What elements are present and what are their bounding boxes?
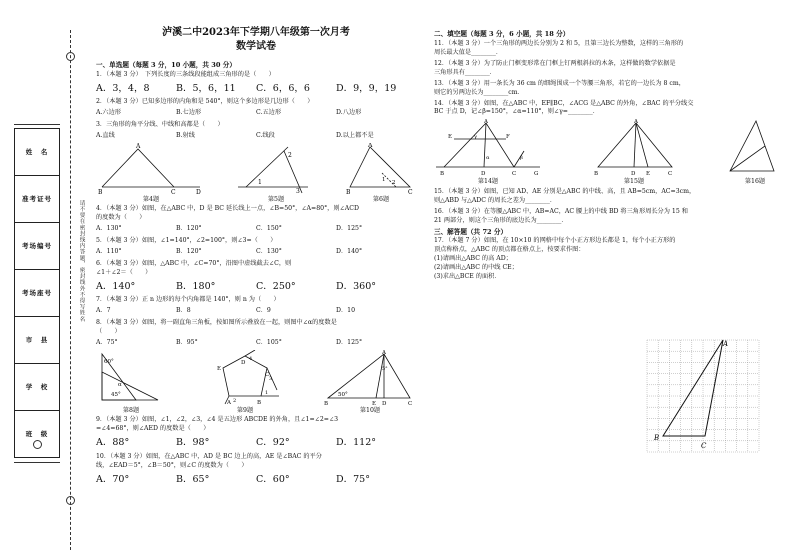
question-5-options: [96, 248, 416, 257]
svg-text:A: A: [382, 350, 386, 357]
altitude-bisector-diagram: [324, 350, 416, 406]
svg-text:A: A: [227, 400, 231, 407]
isosceles-median-diagram: [726, 119, 784, 177]
svg-text:5°: 5°: [382, 366, 388, 373]
svg-text:45°: 45°: [111, 392, 121, 399]
question-15-line-2: 则△ABD 与△ADC 的周长之差为________．: [434, 196, 557, 204]
question-4-stem: [96, 205, 416, 223]
question-13-line-2: 则它的另两边长为________cm．: [434, 88, 524, 96]
svg-text:A: A: [634, 119, 638, 126]
question-15: [434, 188, 784, 206]
option[interactable]: A．140°: [96, 280, 136, 292]
option[interactable]: C．250°: [256, 280, 296, 292]
question-9-line-1: 9．（本题 3 分）如图，∠1，∠2，∠3，∠4 是五边形 ABCDE 的外角，且∠1=∠2=∠3: [96, 416, 339, 424]
option[interactable]: A．110°: [96, 248, 122, 256]
svg-text:1: 1: [382, 177, 386, 184]
field-class: 班 级: [25, 430, 49, 439]
option[interactable]: C．105°: [256, 338, 282, 346]
option[interactable]: B．8: [176, 306, 191, 314]
svg-text:B: B: [594, 171, 599, 178]
figure-q8: [96, 350, 166, 414]
option[interactable]: D．10: [336, 306, 356, 314]
svg-text:D: D: [382, 401, 387, 407]
option[interactable]: C．6，6，6: [256, 82, 310, 94]
exam-subtitle: 数学试卷: [236, 41, 276, 52]
figure-caption: 第10题: [359, 407, 381, 415]
svg-text:F: F: [506, 134, 510, 141]
option[interactable]: C．130°: [256, 248, 282, 256]
option[interactable]: C．150°: [256, 225, 282, 233]
angles-123-diagram: [236, 143, 316, 195]
figure-caption: 第4题: [142, 196, 160, 204]
svg-text:1: 1: [265, 390, 269, 397]
svg-text:α: α: [486, 155, 490, 162]
figure-caption: 第8题: [122, 407, 140, 415]
figure-q10: [324, 350, 416, 414]
option[interactable]: C．9: [256, 306, 271, 314]
svg-text:D: D: [196, 189, 201, 196]
question-14-line-2: BC 于点 D，记∠β=150°，∠α=110°，则∠γ=________．: [434, 108, 599, 116]
question-10-line-2: 线，∠EAD＝5°，∠B＝50°，则∠C 的度数为（ ）: [96, 461, 248, 469]
svg-text:60°: 60°: [104, 359, 114, 366]
question-8-line-1: 8．（本题 3 分）如图，将一副直角三角板，按如图所示叠放在一起，则图中∠α的度数是: [96, 318, 337, 326]
option[interactable]: C．92°: [256, 437, 290, 449]
question-16-line-2: 21 两部分，则这个三角形的底边长为________．: [434, 216, 568, 224]
field-ticket-number: 准考证号: [15, 176, 59, 223]
question-6-stem: [96, 260, 416, 278]
option[interactable]: B．65°: [176, 473, 210, 485]
svg-text:50°: 50°: [338, 392, 348, 399]
option[interactable]: C.线段: [256, 131, 275, 139]
option[interactable]: B．180°: [176, 280, 216, 292]
triangle-exterior-angle-diagram: [96, 143, 206, 195]
svg-text:E: E: [217, 366, 222, 373]
figure-caption: 第9题: [236, 407, 254, 415]
question-8-line-2: （ ）: [96, 327, 121, 335]
question-14-line-1: 14．（本题 3 分）如图，在△ABC 中，EF∥BC，∠ACG 是△ABC 的外角，∠BAC 的平分线交: [434, 99, 694, 107]
question-6-line-2: ∠1＋∠2＝（ ）: [96, 268, 152, 276]
question-1-options: [96, 82, 416, 95]
pentagon-exterior-angles-diagram: [207, 350, 283, 406]
section-solution-heading: 三、解答题（共 72 分）: [434, 227, 508, 236]
svg-text:E: E: [448, 134, 453, 141]
figure-q9: [207, 350, 283, 414]
figure-q16: [726, 119, 784, 185]
option[interactable]: D．125°: [336, 338, 363, 346]
question-9-options: [96, 436, 416, 449]
figure-q5: [236, 143, 316, 203]
question-9-stem: [96, 416, 416, 434]
question-17-line-2: 顶点称格点，△ABC 的顶点都在格点上，按要求作图：: [434, 246, 585, 254]
question-6-line-1: 6．（本题 3 分）如图，△ABC 中，∠C=70°，沿图中虚线截去∠C，则: [96, 259, 292, 267]
option[interactable]: D.以上都不是: [336, 131, 374, 139]
figure-caption: 第6题: [372, 196, 390, 204]
svg-text:2: 2: [288, 152, 292, 160]
svg-text:C: C: [171, 189, 176, 196]
svg-text:1: 1: [258, 179, 262, 187]
svg-text:D: D: [481, 171, 486, 178]
binding-hole-mark: [33, 440, 42, 449]
question-16-line-1: 16．（本题 3 分）在等腰△ABC 中，AB=AC，AC 腰上的中线 BD 将三角形周长分为 15 和: [434, 207, 688, 215]
option[interactable]: B．95°: [176, 338, 198, 346]
field-room-number: 考场编号: [15, 223, 59, 270]
svg-text:C: C: [265, 372, 270, 379]
svg-text:A: A: [136, 143, 141, 151]
option[interactable]: B.射线: [176, 131, 195, 139]
figure-q15: [592, 119, 676, 185]
option[interactable]: B．120°: [176, 225, 202, 233]
question-5-stem: 5．（本题 3 分）如图，∠1=140°，∠2=100°，则∠3=（ ）: [96, 237, 277, 245]
seal-dashed-line: [70, 30, 72, 550]
option[interactable]: A.直线: [96, 131, 115, 139]
option[interactable]: B．5，6，11: [176, 82, 236, 94]
ten-by-ten-grid-diagram: [637, 336, 767, 456]
svg-text:E: E: [646, 171, 651, 178]
question-12-line-1: 12．（本题 3 分）为了防止门框变形常在门框上钉两根斜拉的木条，这样做的数学依据是: [434, 59, 676, 67]
question-10-stem: [96, 453, 416, 471]
svg-text:3: 3: [269, 376, 273, 383]
cut-corner-triangle-diagram: [346, 143, 416, 195]
svg-text:G: G: [534, 171, 539, 178]
svg-text:3: 3: [296, 188, 300, 196]
section-single-choice-heading: 一、单选题（每题 3 分，10 小题，共 30 分）: [96, 61, 236, 69]
option[interactable]: A．75°: [96, 338, 118, 346]
section-fill-blank-heading: 二、填空题（每题 3 分，6 小题，共 18 分）: [434, 30, 570, 38]
svg-text:B: B: [654, 434, 660, 442]
svg-text:2: 2: [392, 180, 396, 187]
option[interactable]: C.五边形: [256, 108, 282, 116]
question-3-stem: 3．三角形的角平分线、中线和高都是（ ）: [96, 120, 224, 128]
question-7-options: [96, 307, 416, 316]
figure-caption: 第14题: [477, 178, 499, 186]
question-2-options: [96, 109, 416, 118]
svg-text:B: B: [346, 189, 351, 196]
question-10-options: [96, 473, 416, 486]
question-8-options: [96, 339, 416, 348]
question-11: [434, 40, 784, 58]
question-6-options: [96, 280, 416, 293]
svg-text:β: β: [520, 155, 523, 162]
strip-top-rule: [14, 124, 60, 125]
figure-row-2: [96, 350, 416, 414]
seal-notice: 请不要在密封线内答题，密封线外不得写姓名: [78, 200, 85, 322]
svg-text:2: 2: [233, 398, 237, 405]
option[interactable]: A．88°: [96, 437, 130, 449]
question-11-line-1: 11．（本题 3 分）一个三角形的两边长分别为 2 和 5，且第三边长为整数，这样的三角形的: [434, 39, 684, 47]
median-altitude-diagram: [592, 119, 676, 177]
question-14: [434, 100, 784, 118]
field-school: 学 校: [15, 364, 59, 411]
right-column: [434, 28, 784, 284]
figure-caption: 第15题: [623, 178, 645, 186]
option[interactable]: D.八边形: [336, 108, 362, 116]
svg-text:A: A: [368, 143, 373, 150]
option[interactable]: D．125°: [336, 225, 363, 233]
student-info-table: [14, 128, 60, 458]
figure-caption: 第16题: [744, 178, 766, 186]
field-seat-number: 考场座号: [15, 270, 59, 317]
question-4-line-1: 4．（本题 3 分）如图，在△ABC 中，D 是 BC 延长线上一点，∠B=50°，∠A=80°，则∠ACD: [96, 205, 359, 213]
option[interactable]: C．60°: [256, 473, 290, 485]
question-17: [434, 237, 784, 282]
svg-text:C: C: [668, 171, 673, 178]
question-13: [434, 80, 784, 98]
figure-row-3: [434, 119, 784, 185]
svg-text:α: α: [118, 382, 122, 389]
question-12-line-2: 三角形具有________．: [434, 68, 496, 76]
svg-text:A: A: [723, 340, 729, 348]
left-column: [96, 28, 416, 489]
svg-text:A: A: [484, 119, 488, 126]
option[interactable]: D．75°: [336, 473, 370, 485]
field-city-county: 市 县: [15, 317, 59, 364]
svg-text:B: B: [324, 401, 329, 407]
question-4-options: [96, 225, 416, 234]
question-17-line-1: 17．（本题 7 分）如图，在 10×10 的网格中每个小正方形边长都是 1，每个小正方形的: [434, 237, 676, 245]
svg-text:γ: γ: [474, 134, 477, 141]
svg-text:4: 4: [249, 356, 253, 363]
option[interactable]: A.六边形: [96, 108, 121, 116]
figure-q6: [346, 143, 416, 203]
svg-text:D: D: [631, 171, 636, 178]
question-12: [434, 60, 784, 78]
figure-q4: [96, 143, 206, 203]
set-squares-diagram: [96, 350, 166, 406]
question-17-part-1: (1)请画出△ABC 的高 AD；: [434, 255, 512, 263]
option[interactable]: D．112°: [336, 437, 376, 449]
figure-q14: [434, 119, 542, 185]
svg-text:E: E: [372, 401, 377, 407]
question-17-part-2: (2)请画出△ABC 的中线 CE；: [434, 264, 518, 272]
svg-text:B: B: [440, 171, 445, 178]
option[interactable]: A．70°: [96, 473, 130, 485]
svg-text:D: D: [241, 360, 246, 367]
question-4-line-2: 的度数为（ ）: [96, 214, 146, 222]
svg-text:B: B: [98, 189, 103, 196]
svg-text:C: C: [408, 189, 413, 196]
question-15-line-1: 15．（本题 3 分）如图，已知 AD、AE 分别是△ABC 的中线、高，且 AB=5cm，AC=3cm，: [434, 187, 696, 195]
strip-bottom-rule: [14, 462, 60, 463]
question-13-line-1: 13．（本题 3 分）用一条长为 36 cm 的细绳围成一个等腰三角形，若它的一边长为 8 cm，: [434, 79, 685, 87]
option[interactable]: D．140°: [336, 248, 363, 256]
exam-title: 泸溪二中2023年下学期八年级第一次月考: [162, 27, 350, 38]
question-9-line-2: =∠4=68°，则∠AED 的度数是（ ）: [96, 425, 210, 433]
option[interactable]: D．9，9，19: [336, 82, 397, 94]
question-10-line-1: 10．（本题 3 分）如图，在△ABC 中，AD 是 BC 边上的高，AE 是∠BAC 的平分: [96, 452, 322, 460]
question-2-stem: 2．（本题 3 分）已知多边形的内角和是 540°，则这个多边形是几边形（ ）: [96, 97, 314, 105]
svg-text:C: C: [408, 401, 413, 407]
question-17-part-3: (3)求出△BCE 的面积．: [434, 273, 501, 281]
figure-q17-grid: [637, 336, 767, 458]
figure-caption: 第5题: [267, 196, 285, 204]
option[interactable]: B．120°: [176, 248, 202, 256]
parallel-line-triangle-diagram: [434, 119, 542, 177]
question-16: [434, 208, 784, 226]
option[interactable]: D．360°: [336, 280, 376, 292]
svg-text:B: B: [257, 400, 262, 407]
field-name: 姓 名: [15, 129, 59, 176]
svg-text:C: C: [512, 171, 517, 178]
question-1-stem: 1．（本题 3 分） 下列长度的三条线段能组成三角形的是（ ）: [96, 70, 275, 78]
option[interactable]: B．98°: [176, 437, 210, 449]
question-8-stem: [96, 319, 416, 337]
question-11-line-2: 周长最大值是________．: [434, 48, 503, 56]
svg-text:C: C: [701, 442, 707, 450]
option[interactable]: A．3，4，8: [96, 82, 150, 94]
question-3-options: [96, 132, 416, 141]
figure-row-1: [96, 143, 416, 203]
question-7-stem: 7．（本题 3 分）正 n 边形的每个内角都是 140°，则 n 为（ ）: [96, 295, 280, 303]
option[interactable]: B.七边形: [176, 108, 202, 116]
option[interactable]: A．130°: [96, 225, 122, 233]
option[interactable]: A．7: [96, 306, 111, 314]
